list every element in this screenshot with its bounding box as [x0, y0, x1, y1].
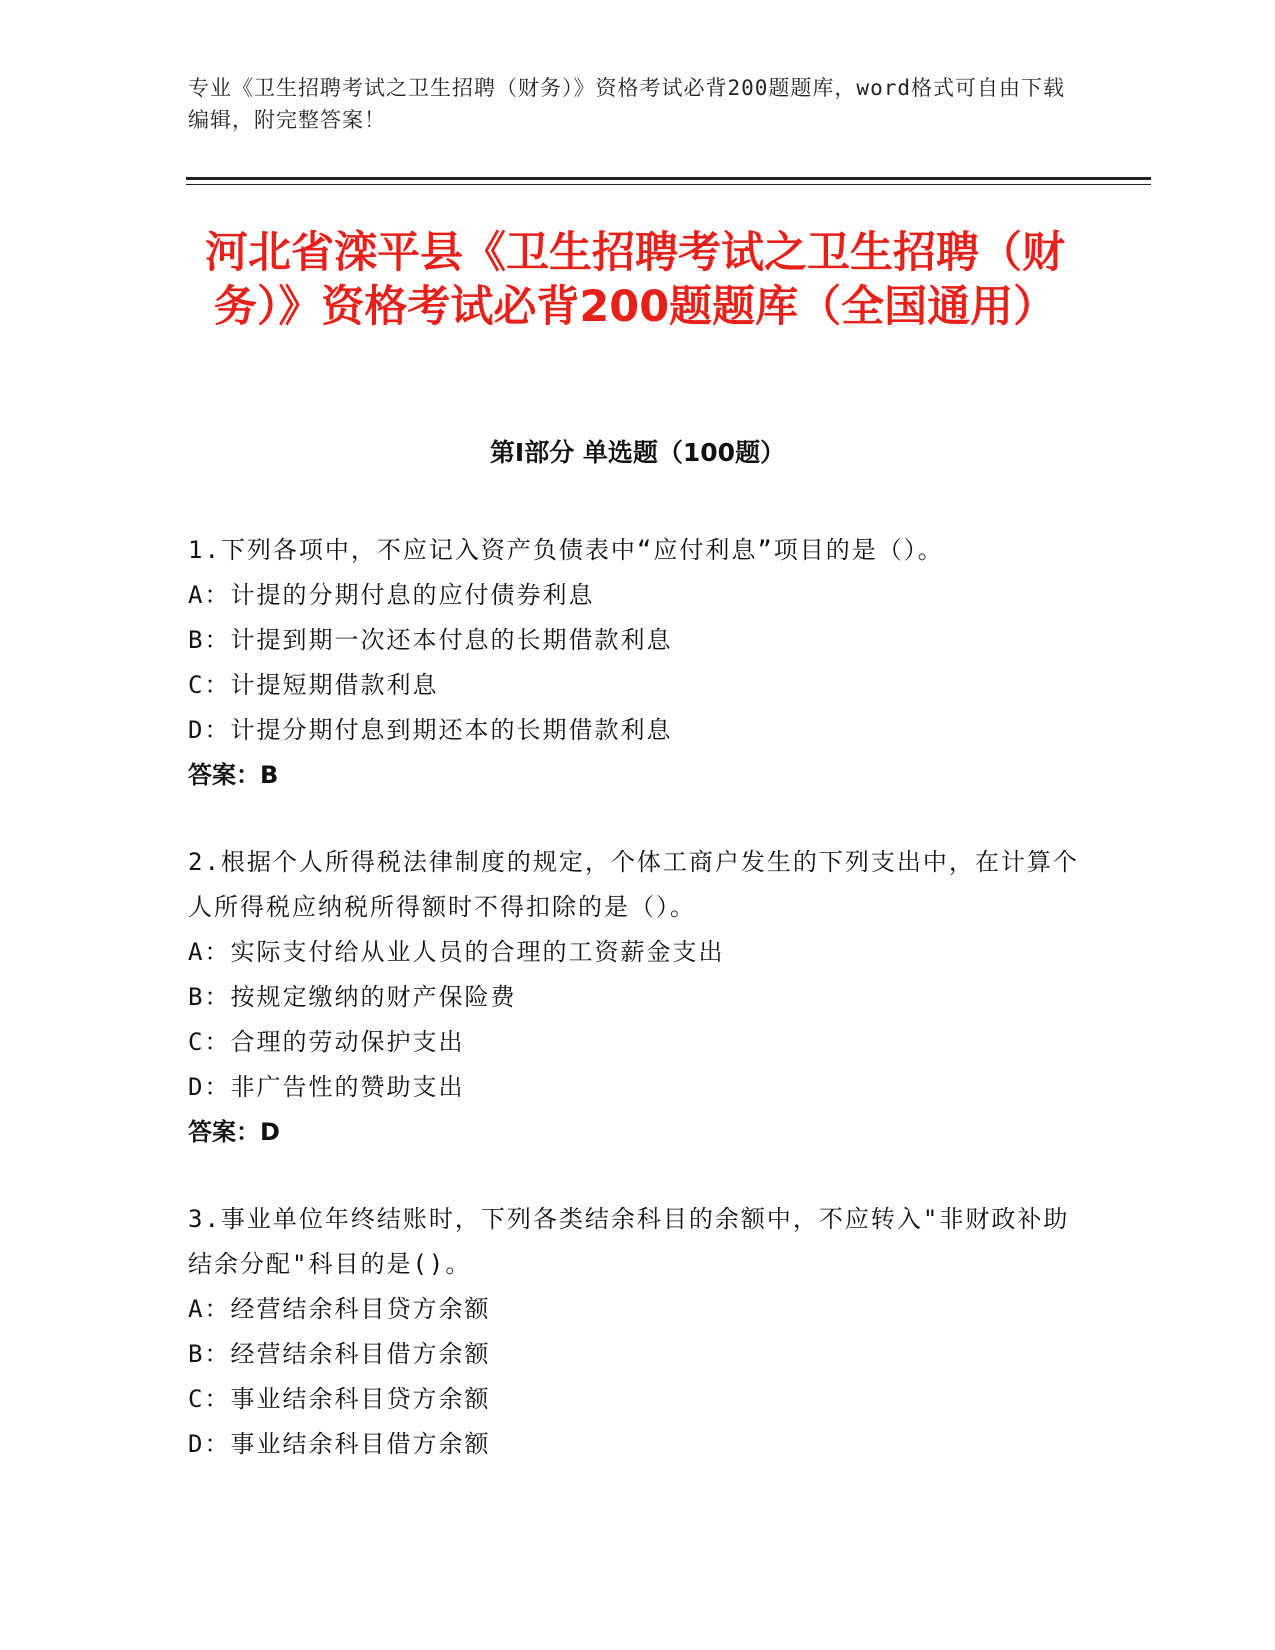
option-c: C：计提短期借款利息 [188, 671, 439, 699]
option-b: B：按规定缴纳的财产保险费 [188, 983, 517, 1011]
option-a: A：计提的分期付息的应付债券利息 [188, 581, 595, 609]
document-title: 河北省滦平县《卫生招聘考试之卫生招聘（财务）》资格考试必背200题题库（全国通用） [205, 228, 1065, 332]
question-1 [188, 528, 1088, 798]
option-d: D：非广告性的赞助支出 [188, 1073, 465, 1101]
question-stem: 3.事业单位年终结账时，下列各类结余科目的余额中，不应转入"非财政补助结余分配"科目的是()。 [188, 1205, 1070, 1278]
header-rule-thick [186, 177, 1151, 180]
header-rule-thin [186, 184, 1151, 185]
question-stem: 1.下列各项中，不应记入资产负债表中“应付利息”项目的是（）。 [188, 536, 944, 564]
option-a: A：经营结余科目贷方余额 [188, 1295, 491, 1323]
header-note: 专业《卫生招聘考试之卫生招聘（财务）》资格考试必背200题题库，word格式可自由下载编辑，附完整答案！ [188, 76, 1065, 132]
answer: 答案：D [188, 1118, 280, 1146]
option-c: C：合理的劳动保护支出 [188, 1028, 465, 1056]
question-2 [188, 840, 1088, 1155]
question-list [188, 528, 1088, 1509]
option-b: B：计提到期一次还本付息的长期借款利息 [188, 626, 673, 654]
option-d: D：计提分期付息到期还本的长期借款利息 [188, 716, 673, 744]
option-b: B：经营结余科目借方余额 [188, 1340, 491, 1368]
answer: 答案：B [188, 761, 279, 789]
option-d: D：事业结余科目借方余额 [188, 1430, 491, 1458]
question-stem: 2.根据个人所得税法律制度的规定，个体工商户发生的下列支出中，在计算个人所得税应纳税所得额时不得扣除的是（）。 [188, 848, 1079, 921]
question-3 [188, 1197, 1088, 1467]
option-a: A：实际支付给从业人员的合理的工资薪金支出 [188, 938, 725, 966]
option-c: C：事业结余科目贷方余额 [188, 1385, 491, 1413]
section-heading: 第Ⅰ部分 单选题（100题） [489, 438, 786, 467]
